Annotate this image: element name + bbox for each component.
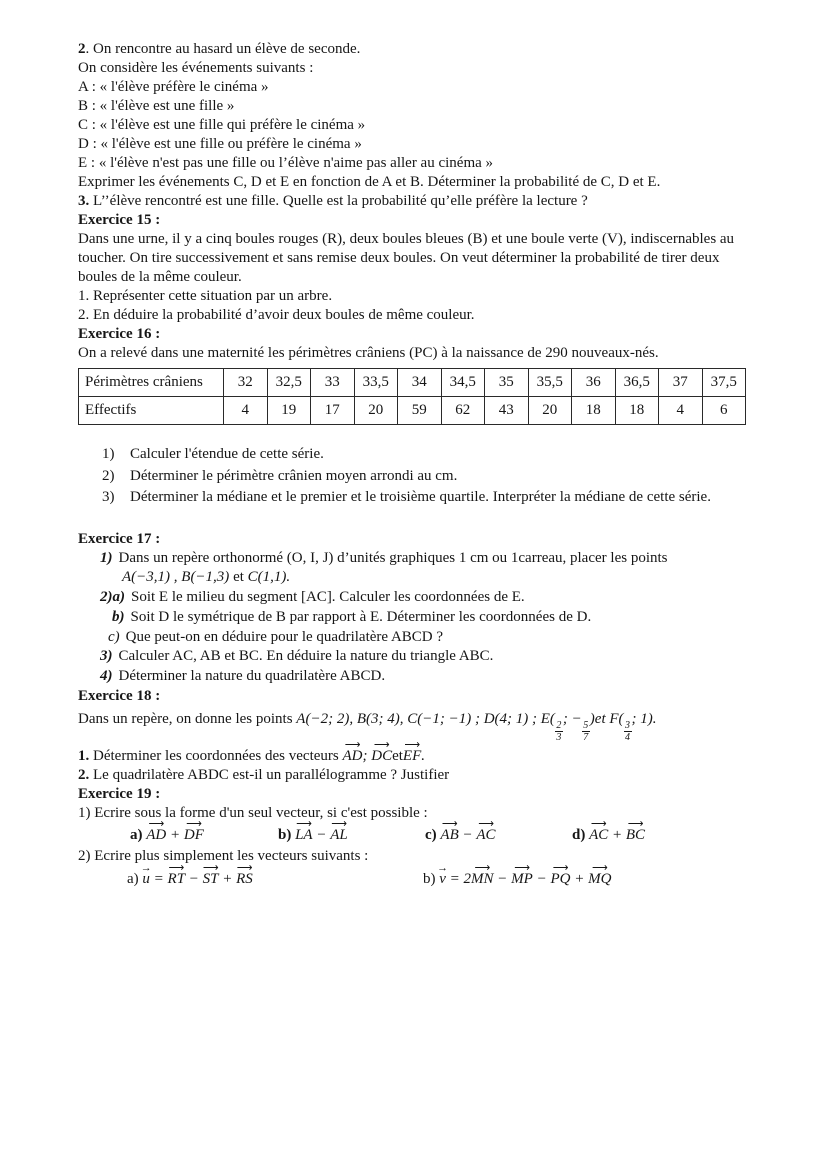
question-text: Déterminer les coordonnées des vecteurs	[89, 747, 343, 764]
ex17-q2c	[108, 628, 754, 648]
item-label: c)	[425, 826, 437, 843]
ex19-q1-items	[78, 823, 754, 846]
table-row-effectifs	[79, 397, 746, 425]
table-cell: 32,5	[267, 369, 311, 397]
ex17-q4	[100, 667, 754, 687]
q2-text: . On rencontre au hasard un élève de seconde.	[85, 41, 361, 57]
vector-AD: AD ⟶	[343, 747, 363, 766]
vector-MQ: MQ ⟶	[588, 870, 611, 889]
vector-AC: AC ⟶	[476, 826, 495, 845]
item-label: b)	[423, 870, 436, 887]
item-label: b)	[112, 608, 125, 625]
fraction: $\frac{3}{4}$	[625, 719, 631, 743]
table-cell: 35,5	[528, 369, 572, 397]
table-cell: 43	[485, 397, 529, 425]
item-label: 2)a)	[100, 589, 125, 606]
line-consider: On considère les événements suivants :	[78, 60, 314, 76]
ex19-item-b	[278, 826, 348, 845]
ex19-q1-line: 1) Ecrire sous la forme d'un seul vecteur, si c'est possible :	[78, 804, 428, 821]
ex19-item2-b	[423, 870, 611, 889]
item-label: 4)	[100, 668, 113, 685]
ex19-q2-line: 2) Ecrire plus simplement les vecteurs suivants :	[78, 847, 369, 864]
ex18-vectors-math: AD ⟶; DC ⟶etEF ⟶.	[343, 748, 426, 764]
item-label: a)	[130, 826, 143, 843]
question-number: 2.	[78, 766, 90, 783]
ex16-intro: On a relevé dans une maternité les périmètres crâniens (PC) à la naissance de 290 nouveaux-nés.	[78, 345, 659, 361]
table-cell: 33,5	[354, 369, 398, 397]
table-cell: 32	[224, 369, 268, 397]
item-label: 3)	[100, 648, 113, 665]
ex18-intro: Dans un repère, on donne les points	[78, 711, 297, 728]
item-text: Que peut-on en déduire pour le quadrilatère ABCD ?	[125, 628, 444, 645]
vector-RS: RS ⟶	[236, 870, 253, 889]
vector-EF: EF ⟶	[403, 747, 421, 766]
line-q3	[78, 192, 754, 211]
exercice-18-title: Exercice 18 :	[78, 688, 161, 705]
vector-AC: AC ⟶	[589, 826, 608, 845]
table-cell: 62	[441, 397, 485, 425]
ex18-points-line	[78, 706, 754, 743]
vector-DC: DC ⟶	[371, 747, 392, 766]
row-label: Périmètres crâniens	[79, 369, 224, 397]
item-label: c)	[108, 628, 120, 645]
line-exprimer: Exprimer les événements C, D et E en fonction de A et B. Déterminer la probabilité de C, D et E.	[78, 174, 661, 190]
table-row-perimetres	[79, 369, 746, 397]
ex17-points-math: A(−3,1) , B(−1,3) et C(1,1).	[122, 569, 291, 586]
table-cell: 18	[572, 397, 616, 425]
vector-expression: v → = 2MN ⟶ − MP ⟶ − PQ ⟶ + MQ ⟶	[439, 871, 611, 887]
question-number: 2)	[102, 467, 115, 484]
ex19-item-a	[130, 826, 204, 845]
event-d: D : « l'élève est une fille ou préfère le cinéma »	[78, 136, 362, 152]
table-cell: 34,5	[441, 369, 485, 397]
event-e: E : « l'élève n'est pas une fille ou l’élève n'aime pas aller au cinéma »	[78, 155, 494, 171]
event-a: A : « l'élève préfère le cinéma »	[78, 79, 269, 95]
table-cell: 4	[659, 397, 703, 425]
ex18-q1	[78, 743, 754, 766]
ex17-q2a	[100, 588, 754, 608]
fraction: $\frac{5}{7}$	[583, 719, 589, 743]
q2-number: 2	[78, 41, 86, 57]
vector-u: u →	[142, 870, 150, 889]
ex16-questions	[78, 444, 754, 509]
ex19-q2-items	[78, 867, 754, 890]
q3-text: L’’élève rencontré est une fille. Quelle est la probabilité qu’elle préfère la lecture ?	[89, 193, 588, 209]
exercice-19-title: Exercice 19 :	[78, 785, 161, 802]
table-cell: 20	[354, 397, 398, 425]
table-cell: 18	[615, 397, 659, 425]
table-cell: 59	[398, 397, 442, 425]
table-cell: 36,5	[615, 369, 659, 397]
item-text: Dans un repère orthonormé (O, I, J) d’unités graphiques 1 cm ou 1carreau, placer les points	[118, 549, 668, 566]
vector-expression: AC ⟶ + BC ⟶	[589, 827, 645, 843]
item-label: d)	[572, 826, 586, 843]
table-cell: 17	[311, 397, 355, 425]
event-b: B : « l'élève est une fille »	[78, 98, 235, 114]
ex16-q3	[102, 487, 754, 509]
vector-MN: MN ⟶	[471, 870, 494, 889]
vector-RT: RT ⟶	[168, 870, 186, 889]
vector-BC: BC ⟶	[626, 826, 645, 845]
page-content	[78, 40, 754, 890]
ex19-item2-a	[127, 870, 253, 889]
vector-PQ: PQ ⟶	[550, 870, 570, 889]
ex16-q2	[102, 466, 754, 488]
question-text: Déterminer le périmètre crânien moyen arrondi au cm.	[130, 467, 458, 484]
ex17-q2b	[112, 608, 754, 628]
item-text: Calculer AC, AB et BC. En déduire la nature du triangle ABC.	[118, 648, 494, 665]
question-text: Déterminer la médiane et le premier et le troisième quartile. Interpréter la médiane de cette série.	[130, 489, 711, 505]
question-text: Calculer l'étendue de cette série.	[130, 446, 324, 462]
ex19-item-d	[572, 826, 645, 845]
item-label: a)	[127, 870, 139, 887]
question-text: Le quadrilatère ABDC est-il un parallélogramme ? Justifier	[89, 766, 450, 783]
vector-expression: AB ⟶ − AC ⟶	[440, 827, 495, 843]
vector-ST: ST ⟶	[203, 870, 219, 889]
table-cell: 33	[311, 369, 355, 397]
ex16-q1	[102, 444, 754, 466]
ex17-q1	[100, 549, 754, 569]
ex18-q2	[78, 766, 754, 785]
table-cell: 19	[267, 397, 311, 425]
vector-AB: AB ⟶	[440, 826, 458, 845]
perimetres-craniens-table	[78, 368, 746, 425]
table-cell: 36	[572, 369, 616, 397]
ex17-q3	[100, 647, 754, 667]
ex19-item-c	[425, 826, 496, 845]
question-number: 3)	[102, 489, 115, 505]
table-cell: 6	[702, 397, 746, 425]
table-cell: 4	[224, 397, 268, 425]
vector-LA: LA ⟶	[295, 826, 313, 845]
vector-AD: AD ⟶	[146, 826, 166, 845]
event-c: C : « l'élève est une fille qui préfère le cinéma »	[78, 117, 366, 133]
question-number: 1)	[102, 446, 115, 462]
vector-DF: DF ⟶	[184, 826, 204, 845]
line-q2	[78, 40, 754, 59]
item-text: Déterminer la nature du quadrilatère ABCD.	[118, 668, 386, 685]
item-text: Soit E le milieu du segment [AC]. Calculer les coordonnées de E.	[131, 589, 525, 606]
fraction: $\frac{2}{3}$	[556, 719, 562, 743]
row-label: Effectifs	[79, 397, 224, 425]
question-number: 1.	[78, 747, 90, 764]
exercice-15-title: Exercice 15 :	[78, 212, 161, 228]
table-cell: 34	[398, 369, 442, 397]
vector-expression: LA ⟶ − AL ⟶	[295, 827, 348, 843]
table-cell: 20	[528, 397, 572, 425]
vector-MP: MP ⟶	[511, 870, 533, 889]
item-text: Soit D le symétrique de B par rapport à E. Déterminer les coordonnées de D.	[130, 608, 592, 625]
vector-expression: u → = RT ⟶ − ST ⟶ + RS ⟶	[142, 871, 252, 887]
ex15-q1: 1. Représenter cette situation par un arbre.	[78, 288, 333, 304]
vector-AL: AL ⟶	[330, 826, 348, 845]
table-cell: 37	[659, 369, 703, 397]
vector-v: v →	[439, 870, 446, 889]
q3-number: 3.	[78, 193, 90, 209]
ex18-points-math: A(−2; 2), B(3; 4), C(−1; −1) ; D(4; 1) ; E( $\frac{2}{3}$ ; − $\frac{5}{7}$ )et F( $\frac{3}{4}$ ; 1).	[296, 711, 657, 743]
exercice-16-title: Exercice 16 :	[78, 326, 161, 342]
item-label: b)	[278, 826, 292, 843]
exercice-17-title: Exercice 17 :	[78, 530, 161, 547]
table-cell: 37,5	[702, 369, 746, 397]
vector-expression: AD ⟶ + DF ⟶	[146, 827, 204, 843]
item-label: 1)	[100, 549, 113, 566]
ex15-q2: 2. En déduire la probabilité d’avoir deux boules de même couleur.	[78, 307, 475, 323]
table-cell: 35	[485, 369, 529, 397]
ex15-body: Dans une urne, il y a cinq boules rouges (R), deux boules bleues (B) et une boule verte (V), indiscernables au toucher. On tire successivement et sans remise deux boules. On veut déterminer la probabilité de tirer deux boules de la même couleur.	[78, 231, 735, 285]
